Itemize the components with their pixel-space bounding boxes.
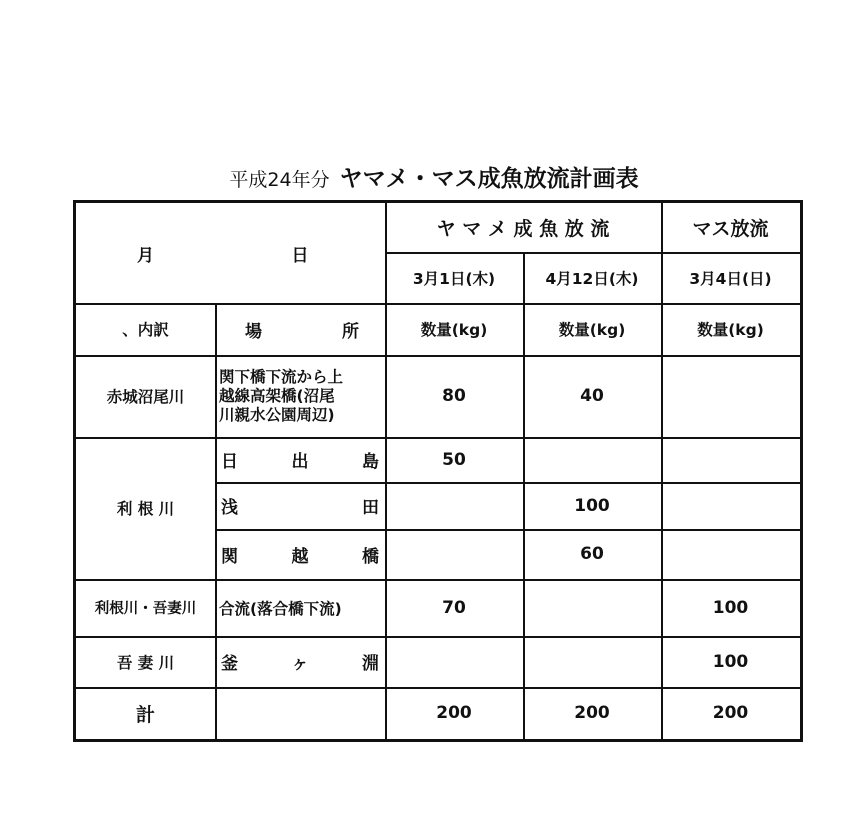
row-tone2-d1	[385, 482, 523, 529]
row-agatsuma-place-a: 釜	[221, 654, 238, 674]
row-tone2-d3	[661, 482, 800, 529]
header-qty-3: 数量(kg)	[697, 321, 764, 339]
row-tone3-d2: 60	[580, 544, 604, 564]
row-akagi-place	[215, 355, 385, 437]
row-tone2-place-b: 田	[362, 498, 379, 518]
row-confluence-d3: 100	[712, 597, 749, 618]
row-tone1-place-c: 島	[362, 452, 379, 472]
header-place-a: 場	[245, 321, 262, 342]
row-agatsuma-d1	[385, 636, 523, 687]
row-total-label: 計	[135, 703, 155, 726]
title-era: 平成24年分	[229, 169, 330, 191]
header-qty-2: 数量(kg)	[558, 321, 626, 339]
header-date-3: 3月4日(日)	[689, 269, 772, 288]
document-title	[0, 160, 868, 193]
row-tone3-d3	[661, 529, 800, 579]
row-agatsuma-place-b: ヶ	[291, 654, 309, 674]
row-tone2-place-a: 浅	[221, 498, 238, 518]
row-tone3-d1	[385, 529, 523, 579]
row-tone3-place	[215, 529, 385, 579]
row-total-d1: 200	[436, 703, 472, 723]
row-tone3-place-a: 関	[221, 546, 238, 567]
row-agatsuma-d3: 100	[712, 651, 749, 672]
row-confluence-d2	[523, 579, 661, 636]
row-tone1-d3	[661, 437, 800, 482]
row-tone1-place	[215, 437, 385, 482]
row-akagi-place-line-3: 川親水公園周辺)	[219, 405, 335, 424]
row-tone1-d2	[523, 437, 661, 482]
row-akagi-place-line-1: 関下橋下流から上	[219, 367, 344, 386]
row-akagi-place-line-2: 越線高架橋(沼尾	[219, 386, 335, 405]
header-masu-group: マス放流	[692, 218, 769, 240]
row-agatsuma-river: 吾 妻 川	[116, 653, 175, 672]
row-tone-river: 利 根 川	[116, 500, 175, 518]
title-main: ヤマメ・マス成魚放流計画表	[339, 166, 639, 192]
row-tone1-d1: 50	[442, 449, 466, 470]
header-qty-1: 数量(kg)	[420, 321, 488, 339]
row-total-place	[215, 687, 385, 739]
row-tone2-d2: 100	[574, 495, 610, 516]
row-akagi-d3	[661, 355, 800, 437]
release-plan-table	[73, 200, 803, 742]
row-total-d2: 200	[574, 703, 610, 723]
row-agatsuma-place-c: 淵	[362, 654, 379, 674]
row-confluence-d1: 70	[442, 597, 466, 618]
row-tone2-place	[215, 482, 385, 529]
row-confluence-place: 合流(落合橋下流)	[219, 599, 342, 618]
row-agatsuma-d2	[523, 636, 661, 687]
row-akagi-d2: 40	[580, 386, 604, 406]
row-tone1-place-b: 出	[291, 452, 309, 472]
row-tone3-place-b: 越	[291, 546, 309, 567]
row-confluence-river: 利根川・吾妻川	[94, 601, 197, 617]
row-agatsuma-place	[215, 636, 385, 687]
row-akagi-d1: 80	[442, 386, 466, 406]
header-date-1: 3月1日(木)	[412, 269, 496, 288]
header-date-2: 4月12日(木)	[545, 269, 639, 288]
row-tone1-place-a: 日	[221, 452, 238, 472]
row-total-d3: 200	[712, 703, 749, 723]
header-place-b: 所	[342, 321, 359, 342]
row-tone3-place-c: 橋	[362, 546, 379, 567]
header-yamame-group: ヤ マ メ 成 魚 放 流	[436, 218, 610, 240]
header-month: 月	[137, 245, 154, 266]
header-breakdown: 、内訳	[122, 321, 169, 339]
header-day: 日	[291, 245, 309, 266]
header-place	[215, 303, 385, 355]
row-akagi-river: 赤城沼尾川	[106, 388, 185, 406]
